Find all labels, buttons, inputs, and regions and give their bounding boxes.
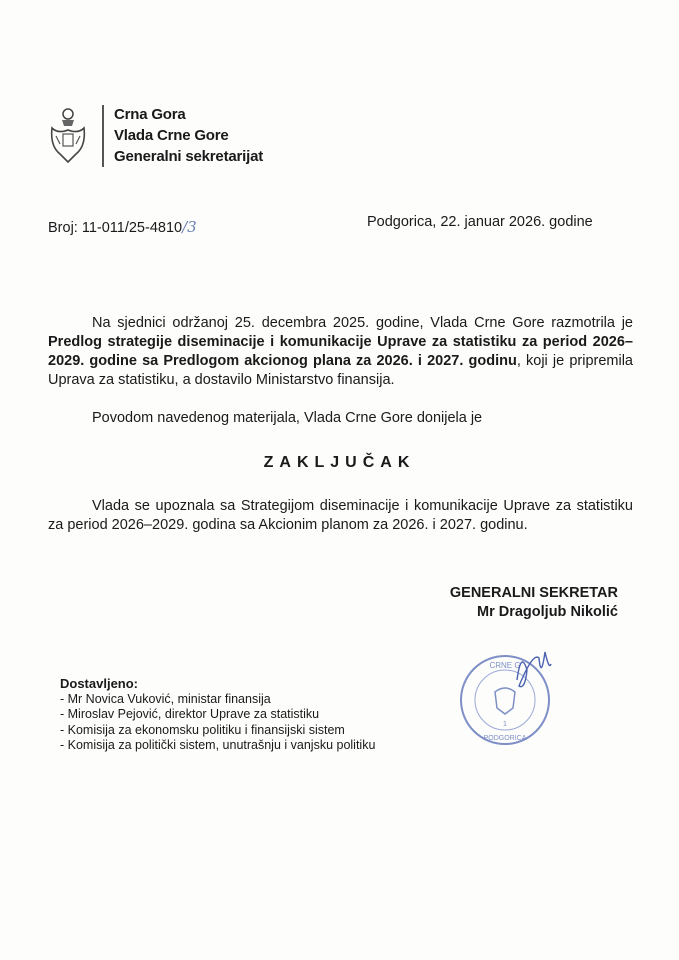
reference-number xyxy=(48,218,197,236)
letterhead xyxy=(48,104,263,167)
distribution-item: - Komisija za politički sistem, unutrašnju i vanjsku politiku xyxy=(60,738,376,752)
distribution-item: - Komisija za ekonomsku politiku i finansijski sistem xyxy=(60,722,345,737)
conclusion-title: ZAKLJUČAK xyxy=(263,454,416,471)
svg-text:PODGORICA: PODGORICA xyxy=(483,735,527,742)
signatory-name: Mr Dragoljub Nikolić xyxy=(477,604,618,620)
coat-of-arms-icon xyxy=(48,106,88,166)
paragraph-conclusion: Vlada se upoznala sa Strategijom diseminacije i komunikacije Uprave za statistiku za period 2026–2029. godina sa Akcionim planom za 2026. i 2027. godinu. xyxy=(48,498,633,533)
country-name: Crna Gora xyxy=(114,106,186,123)
session-text: Na sjednici održanoj 25. decembra 2025. godine, Vlada Crne Gore razmotrila je xyxy=(92,315,633,331)
document-title-bold: Predlog strategije diseminacije i komunikacije Uprave za statistiku za period 2026–2029. godine sa Predlogom akcionog plana za 2026. i 2027. godinu xyxy=(48,334,633,369)
signatory-role: GENERALNI SEKRETAR xyxy=(449,585,618,601)
reference-number-text: Broj: 11-011/25-4810 xyxy=(48,220,183,236)
distribution-item: - Miroslav Pejović, direktor Uprave za statistiku xyxy=(60,707,320,721)
svg-text:1: 1 xyxy=(503,721,507,728)
document-date: Podgorica, 22. januar 2026. godine xyxy=(367,214,593,230)
distribution-item: - Mr Novica Vuković, ministar finansija xyxy=(60,691,271,706)
paragraph-session xyxy=(48,314,633,390)
government-name: Vlada Crne Gore xyxy=(114,127,229,144)
signature-block xyxy=(410,584,618,622)
department-name: Generalni sekretarijat xyxy=(114,148,264,165)
distribution-list xyxy=(60,676,375,754)
distribution-heading: Dostavljeno: xyxy=(60,676,139,691)
svg-text:CRNE G: CRNE G xyxy=(489,661,521,670)
official-stamp-icon xyxy=(455,640,565,750)
divider xyxy=(102,105,104,167)
session-text-end: , koji je pripremila Uprava za statistiku, a dostavilo Ministarstvo finansija. xyxy=(48,353,633,388)
handwritten-suffix: /3 xyxy=(182,218,197,236)
paragraph-decision-intro: Povodom navedenog materijala, Vlada Crne Gore donijela je xyxy=(92,410,483,426)
